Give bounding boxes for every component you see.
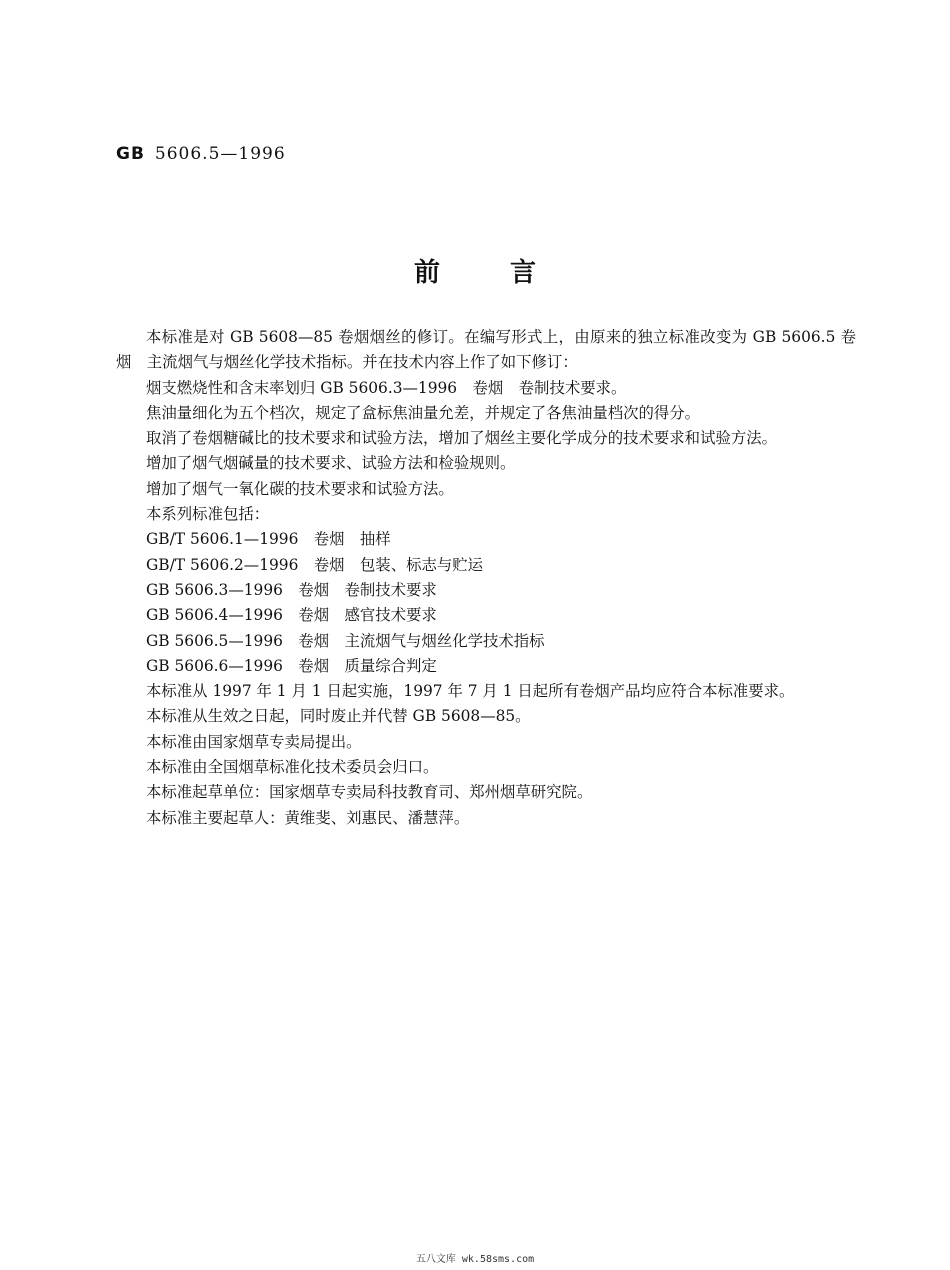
series-item-1: GB/T 5606.1—1996 卷烟 抽样 — [146, 530, 391, 549]
paragraph-drafters: 本标准主要起草人：黄维斐、刘惠民、潘慧萍。 — [146, 808, 470, 827]
paragraph-supersedes: 本标准从生效之日起，同时废止并代替 GB 5608—85。 — [146, 707, 531, 726]
standard-code-header — [116, 144, 286, 164]
standard-prefix: GB — [116, 144, 145, 164]
paragraph-responsible-committee: 本标准由全国烟草标准化技术委员会归口。 — [146, 758, 439, 777]
page-title: 前言 — [413, 258, 606, 288]
series-item-3: GB 5606.3—1996 卷烟 卷制技术要求 — [146, 580, 437, 599]
paragraph-revision-2: 焦油量细化为五个档次，规定了盒标焦油量允差，并规定了各焦油量档次的得分。 — [146, 403, 701, 422]
paragraph-revision-1: 烟支燃烧性和含末率划归 GB 5606.3—1996 卷烟 卷制技术要求。 — [146, 378, 627, 397]
paragraph-drafting-units: 本标准起草单位：国家烟草专卖局科技教育司、郑州烟草研究院。 — [146, 783, 593, 802]
series-item-6: GB 5606.6—1996 卷烟 质量综合判定 — [146, 656, 437, 675]
paragraph-revision-4: 增加了烟气烟碱量的技术要求、试验方法和检验规则。 — [146, 454, 516, 473]
paragraph-intro: 本标准是对 GB 5608—85 卷烟烟丝的修订。在编写形式上，由原来的独立标准改变为 GB 5606.5 卷烟 主流烟气与烟丝化学技术指标。并在技术内容上作了如下修订： — [116, 328, 856, 372]
paragraph-revision-3: 取消了卷烟糖碱比的技术要求和试验方法，增加了烟丝主要化学成分的技术要求和试验方法。 — [146, 429, 778, 448]
paragraph-effective-date: 本标准从 1997 年 1 月 1 日起实施，1997 年 7 月 1 日起所有卷烟产品均应符合本标准要求。 — [146, 682, 795, 701]
series-item-5: GB 5606.5—1996 卷烟 主流烟气与烟丝化学技术指标 — [146, 631, 545, 650]
series-item-4: GB 5606.4—1996 卷烟 感官技术要求 — [146, 606, 437, 625]
series-item-2: GB/T 5606.2—1996 卷烟 包装、标志与贮运 — [146, 555, 484, 574]
paragraph-series-intro: 本系列标准包括： — [146, 505, 270, 524]
footer-watermark: 五八文库 wk.58sms.com — [415, 1254, 535, 1265]
paragraph-revision-5: 增加了烟气一氧化碳的技术要求和试验方法。 — [146, 479, 454, 498]
standard-number: 5606.5—1996 — [154, 144, 286, 164]
paragraph-proposer: 本标准由国家烟草专卖局提出。 — [146, 732, 362, 751]
foreword-body — [116, 325, 856, 831]
